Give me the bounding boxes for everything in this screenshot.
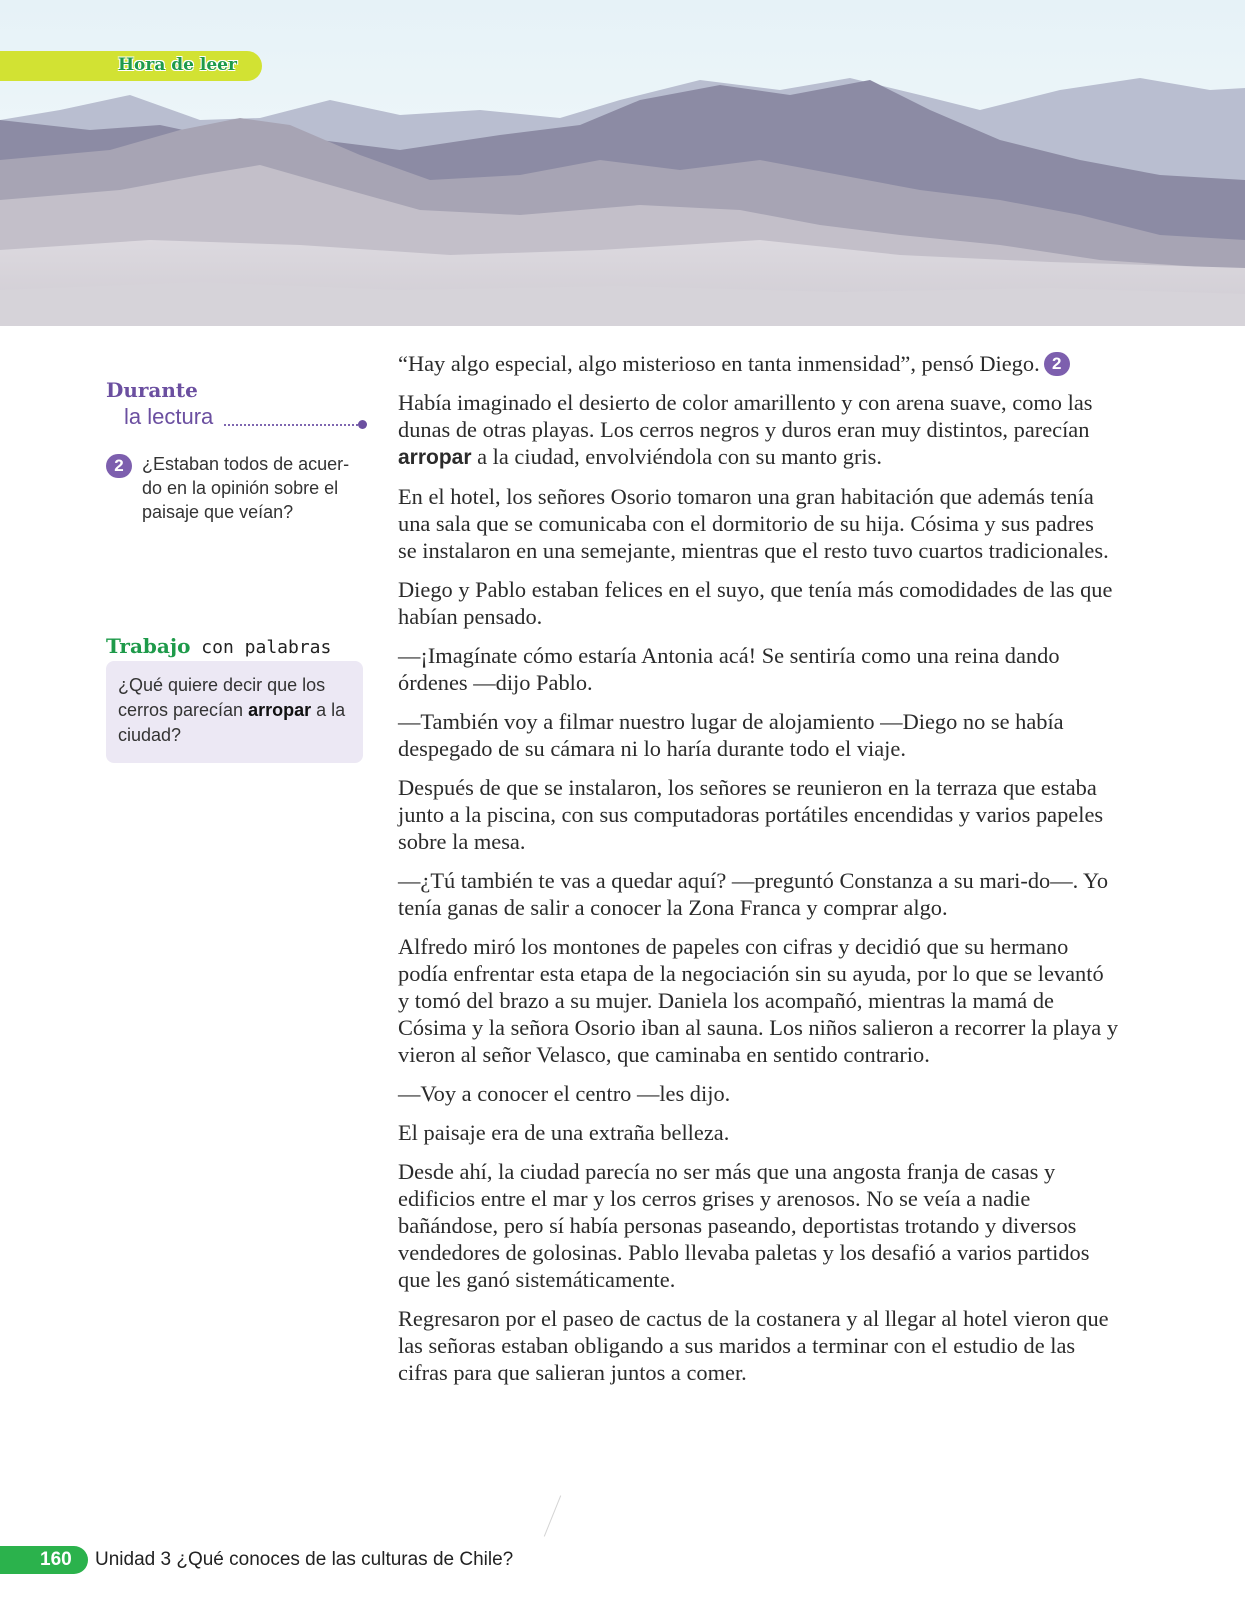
story-text-span: Había imaginado el desierto de color amarillento y con arena suave, como las dunas de otras playas. Los cerros negros y duros eran muy distintos, parecían	[398, 390, 1093, 442]
decorative-line	[544, 1495, 561, 1536]
vocab-word: arropar	[248, 700, 312, 720]
trabajo-rest: con palabras	[201, 637, 332, 658]
story-paragraph: —Voy a conocer el centro —les dijo.	[398, 1081, 731, 1106]
story-paragraph: Desde ahí, la ciudad parecía no ser más que una angosta franja de casas y edificios entre el mar y los cerros grises y arenosos. No se veía a nadie bañándose, pero sí había personas paseando, deportistas trotando y diversos vendedores de golosinas. Pablo llevaba paletas y los desafió a varios partidos que les ganó sistemáticamente.	[398, 1159, 1090, 1292]
durante-heading: Durante	[106, 378, 198, 402]
story-paragraph: —¡Imagínate cómo estaría Antonia acá! Se sentiría como una reina dando órdenes —dijo Pablo.	[398, 643, 1060, 695]
story-paragraph: El paisaje era de una extraña belleza.	[398, 1120, 730, 1145]
unit-title: Unidad 3 ¿Qué conoces de las culturas de Chile?	[95, 1549, 514, 1570]
story-paragraph: En el hotel, los señores Osorio tomaron una gran habitación que además tenía una sala que se comunicaba con el dormitorio de su hija. Cósima y sus padres se instalaron en una semejante, mientras que el resto tuvo cuartos tradicionales.	[398, 484, 1109, 563]
question-marker-badge: 2	[1044, 352, 1070, 376]
sidebar-question: ¿Estaban todos de acuer-do en la opinión sobre el paisaje que veían?	[142, 454, 350, 522]
story-paragraph: Después de que se instalaron, los señores se reunieron en la terraza que estaba junto a la piscina, con sus computadoras portátiles encendidas y varios papeles sobre la mesa.	[398, 775, 1104, 854]
story-paragraph	[398, 389, 1118, 471]
vocab-question	[118, 673, 353, 748]
vocab-box	[106, 661, 363, 763]
vocab-word-highlight: arropar	[398, 446, 472, 469]
story-paragraph: Regresaron por el paseo de cactus de la costanera y al llegar al hotel vieron que las señoras estaban obligando a sus maridos a terminar con el estudio de las cifras para que salieran juntos a comer.	[398, 1306, 1109, 1385]
durante-subheading: la lectura	[124, 404, 214, 429]
section-tag	[0, 51, 262, 81]
page-number: 160	[40, 1549, 72, 1570]
question-number-badge: 2	[106, 454, 132, 478]
story-text-span: a la ciudad, envolviéndola con su manto gris.	[477, 444, 882, 469]
story-paragraph: Alfredo miró los montones de papeles con cifras y decidió que su hermano podía enfrentar esta etapa de la negociación sin su ayuda, por lo que se levantó y tomó del brazo a su mujer. Daniela los acompañó, mientras la mamá de Cósima y la señora Osorio iban al sauna. Los niños salieron a recorrer la playa y vieron al señor Velasco, que caminaba en sentido contrario.	[398, 934, 1119, 1067]
story-paragraph: Diego y Pablo estaban felices en el suyo, que tenía más comodidades de las que habían pensado.	[398, 577, 1113, 629]
section-tag-label: Hora de leer	[118, 55, 237, 75]
story-paragraph	[398, 350, 1118, 377]
divider-dot	[358, 420, 367, 429]
story-paragraph: —¿Tú también te vas a quedar aquí? —preguntó Constanza a su mari-do—. Yo tenía ganas de salir a conocer la Zona Franca y comprar algo.	[398, 868, 1109, 920]
trabajo-bold: Trabajo	[106, 634, 191, 658]
story-text-span: “Hay algo especial, algo misterioso en tanta inmensidad”, pensó Diego.	[398, 351, 1040, 376]
desert-hills-illustration	[0, 0, 1245, 326]
vocab-text-before: ¿Qué quiere decir que los cerros parecían	[118, 675, 326, 720]
vocab-text-after: a la ciudad?	[118, 700, 346, 745]
trabajo-heading	[106, 634, 331, 658]
story-paragraph: —También voy a filmar nuestro lugar de alojamiento —Diego no se había despegado de su cámara ni lo haría durante todo el viaje.	[398, 709, 1064, 761]
story-text	[398, 350, 1118, 1398]
dotted-divider	[224, 424, 358, 426]
